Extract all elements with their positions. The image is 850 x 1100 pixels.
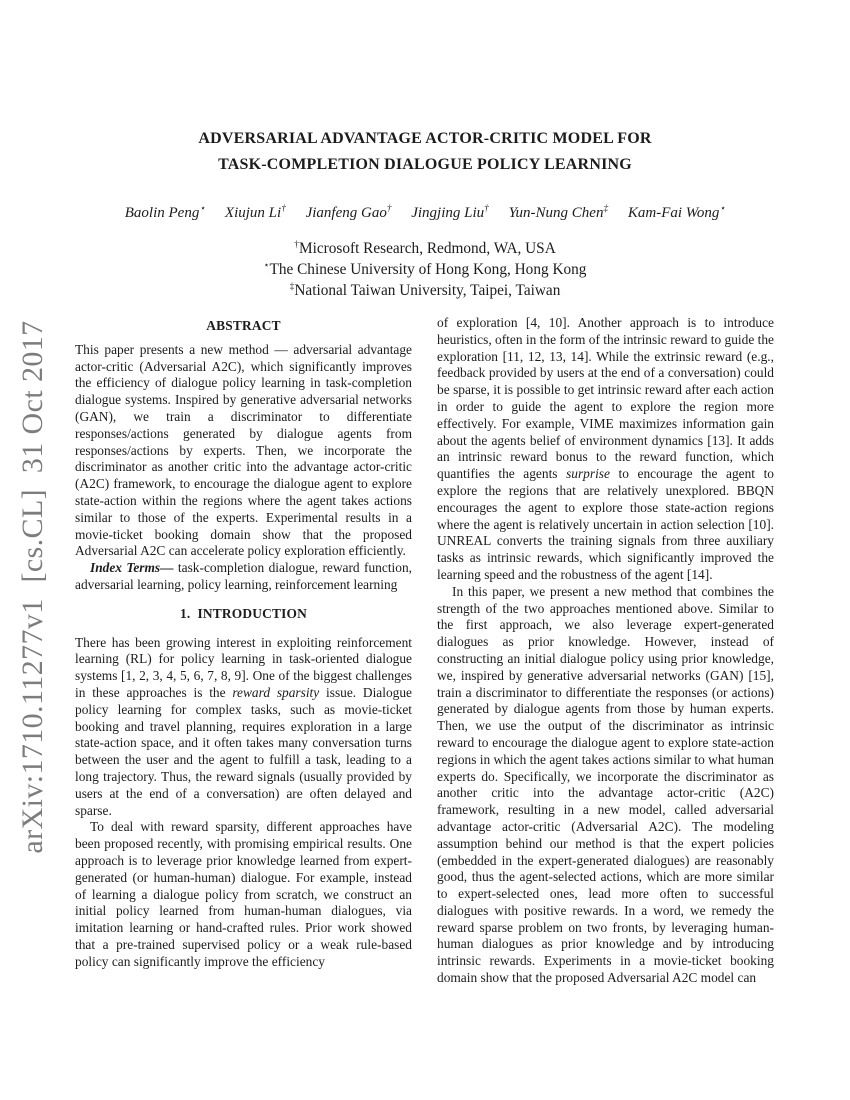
affiliation-line — [0, 238, 850, 259]
author — [306, 205, 392, 222]
affiliation-mark: ‡ — [289, 281, 295, 292]
affiliation-text: Microsoft Research, Redmond, WA, USA — [298, 240, 556, 257]
affiliation-text: The Chinese University of Hong Kong, Hong Kong — [269, 261, 587, 278]
author-name: Xiujun Li — [224, 205, 282, 221]
page-title — [0, 126, 850, 178]
author-name: Baolin Peng — [124, 205, 200, 221]
reward-sparsity-emphasis: reward sparsity — [232, 684, 320, 700]
intro-paragraph-1 — [75, 635, 412, 820]
arxiv-watermark-text: arXiv:1710.11277v1 [cs.CL] 31 Oct 2017 — [16, 320, 49, 854]
intro-paragraph-2-continued — [437, 315, 774, 584]
author-list — [0, 205, 850, 222]
author-name: Jingjing Liu — [411, 205, 485, 221]
author-name: Jianfeng Gao — [305, 205, 387, 221]
index-terms-text: task-completion dialogue, reward function, adversarial learning, policy learning, reinforcement learning — [75, 560, 412, 592]
left-column — [75, 315, 412, 987]
author-mark: † — [281, 204, 286, 214]
introduction-heading: 1. INTRODUCTION — [179, 605, 308, 621]
index-terms-label: Index Terms— — [90, 560, 174, 576]
affiliation-list — [0, 238, 850, 301]
title-line-1: ADVERSARIAL ADVANTAGE ACTOR-CRITIC MODEL FOR — [198, 130, 652, 147]
intro-paragraph-2: To deal with reward sparsity, different approaches have been proposed recently, with promising empirical results. One approach is to leverage prior knowledge learned from expert-generated (or human-human) dialogue. For example, instead of learning a dialogue policy from scratch, we construct an initial policy learned from human-human dialogues, via imitation learning or hand-crafted rules. Prior work showed that a pre-trained supervised policy or a weak rule-based policy can significantly improve the efficiency — [75, 819, 412, 969]
affiliation-line — [0, 259, 850, 280]
author — [411, 205, 489, 222]
author — [125, 205, 205, 222]
author — [628, 205, 725, 222]
two-column-body — [75, 315, 775, 987]
abstract-paragraph: This paper presents a new method — adversarial advantage actor-critic (Adversarial A2C), which significantly improves the efficiency of dialogue policy learning in task-completion dialogue systems. Inspired by generative adversarial networks (GAN), we train a discriminator to differentiate responses/actions generated by dialogue agents from responses/actions by experts. Then, we incorporate the discriminator as another critic into the advantage actor-critic (A2C) framework, to encourage the dialogue agent to explore state-action within the regions where the agent takes actions similar to those of the experts. Experimental results in a movie-ticket booking domain show that the proposed Adversarial A2C can accelerate policy exploration efficiently. — [75, 341, 412, 559]
intro-paragraph-1-text: There has been growing interest in exploiting reinforcement learning (RL) for policy learning in task-oriented dialogue systems [1, 2, 3, 4, 5, 6, 7, 8, 9]. One of the biggest challenges in these approaches is the — [75, 634, 412, 700]
affiliation-mark: † — [294, 239, 299, 250]
author-mark: ⋆ — [719, 204, 726, 214]
right-column — [437, 315, 774, 987]
author-mark: † — [484, 204, 489, 214]
author — [225, 205, 286, 222]
intro-paragraph-2-continued-text: to encourage the agent to explore the regions that are relatively unexplored. BBQN encourages the agent to explore those state-action regions where the agent is relatively uncertain in action selection [10]. UNREAL converts the training signals from three auxiliary tasks as intrinsic rewards, which significantly improved the learning speed and the robustness of the agent [14]. — [437, 466, 774, 582]
author-mark: ‡ — [603, 204, 609, 214]
intro-paragraph-1-text: issue. Dialogue policy learning for complex tasks, such as movie-ticket booking and travel planning, requires exploration in a large state-action space, and it often takes many conversation turns between the user and the agent to fulfill a task, leading to a long trajectory. Thus, the reward signals (usually provided by users at the end of a conversation) are often delayed and sparse. — [75, 684, 413, 818]
affiliation-line — [0, 280, 850, 301]
author-mark: † — [386, 204, 392, 214]
author — [509, 205, 609, 222]
affiliation-text: National Taiwan University, Taipei, Taiwan — [294, 282, 561, 299]
author-name: Kam-Fai Wong — [627, 205, 720, 221]
intro-paragraph-3: In this paper, we present a new method that combines the strength of the two approaches mentioned above. Similar to the first approach, we also leverage expert-generated dialogues as prior knowledge. However, instead of constructing an initial dialogue policy using prior knowledge, we, inspired by generative adversarial networks (GAN) [15], train a discriminator to differentiate the responses (or actions) generated by dialogue agents from those by human experts. Then, we use the output of the discriminator as intrinsic reward to encourage the dialogue agent to explore state-action regions in which the agent takes actions similar to what human experts do. Specifically, we incorporate the discriminator as another critic into the advantage actor-critic (A2C) framework, resulting in a new model, called adversarial advantage actor-critic (Adversarial A2C). The modeling assumption behind our method is that the expert policies (embedded in the expert-generated dialogues) are reasonably good, thus the agent-selected actions, which are more similar to expert-selected ones, lead more often to successful dialogues with positive rewards. In a word, we remedy the reward sparse problem on two fronts, by leveraging human-human dialogues as prior knowledge and by introducing intrinsic rewards. Experiments in a movie-ticket booking domain show that the proposed Adversarial A2C model can — [437, 583, 774, 986]
abstract-heading: ABSTRACT — [206, 318, 281, 333]
intro-paragraph-2-continued-text: of exploration [4, 10]. Another approach is to introduce heuristics, often in the form of the intrinsic reward to guide the exploration [11, 12, 13, 14]. While the extrinsic reward (e.g., feedback provided by users at the end of a conversation) could be sparse, it is possible to get intrinsic reward after each action in order to guide the agent to explore the region more effectively. For example, VIME maximizes information gain about the agents belief of environment dynamics [13]. It adds an intrinsic reward bonus to the reward function, which quantifies the agents — [437, 315, 774, 482]
author-name: Yun-Nung Chen — [508, 205, 604, 221]
title-line-2: TASK-COMPLETION DIALOGUE POLICY LEARNING — [218, 156, 632, 173]
index-terms-paragraph — [75, 560, 412, 594]
paper-header — [0, 0, 850, 301]
affiliation-mark: ⋆ — [263, 260, 270, 271]
author-mark: ⋆ — [199, 204, 206, 214]
surprise-emphasis: surprise — [566, 466, 610, 482]
